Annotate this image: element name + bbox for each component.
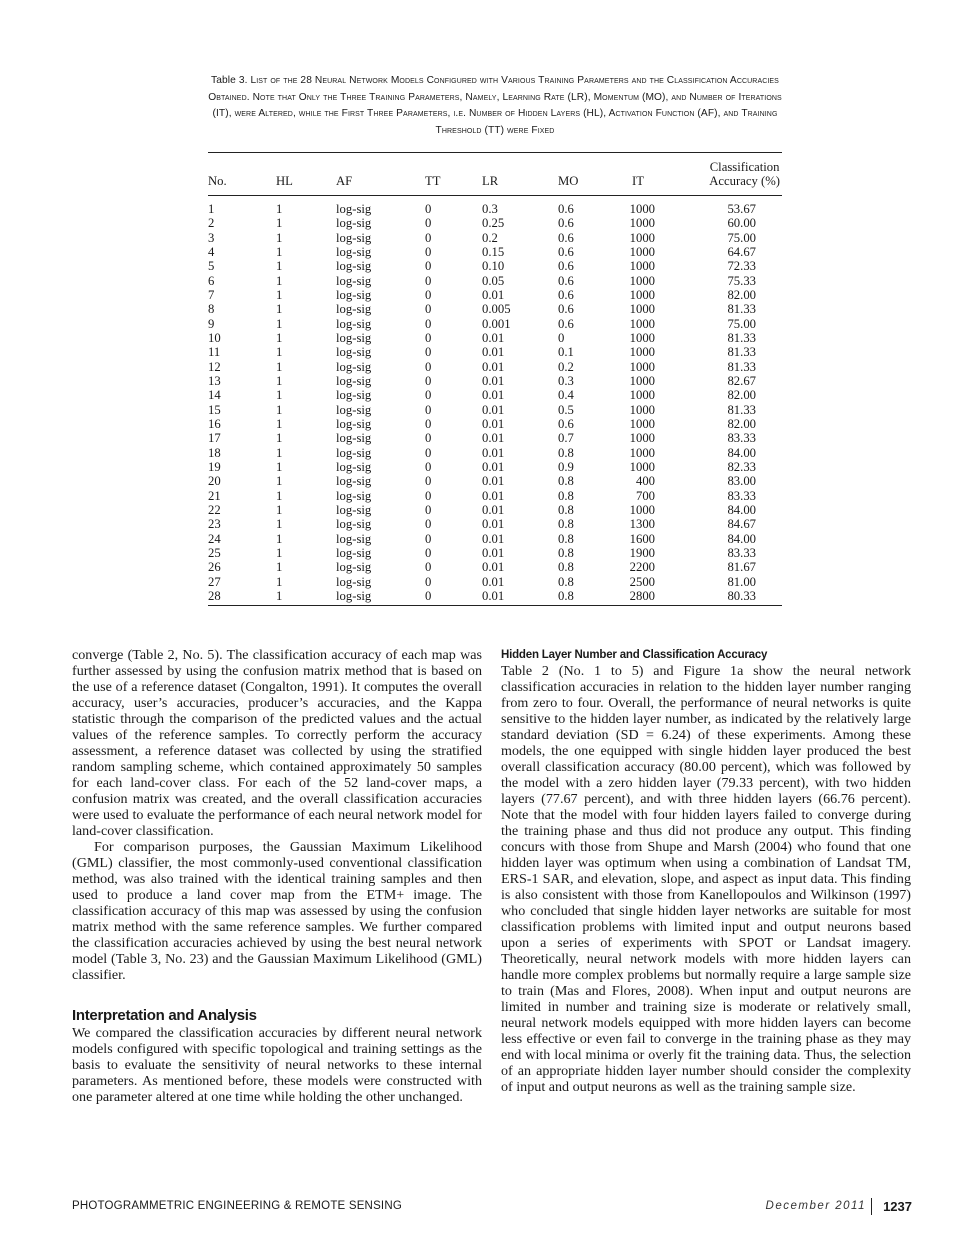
cell-hl: 1 [276,517,283,532]
cell-tt: 0 [425,287,432,302]
cell-no: 8 [208,302,215,317]
cell-hl: 1 [276,459,283,474]
cell-lr: 0.01 [482,431,505,446]
cell-tt: 0 [425,517,432,532]
cell-hl: 1 [276,216,283,231]
cell-af: log-sig [336,560,372,575]
cell-mo: 0.6 [558,230,574,245]
cell-hl: 1 [276,373,283,388]
table-row [208,532,782,546]
cell-accuracy: 75.00 [727,316,756,331]
cell-no: 19 [208,459,221,474]
cell-af: log-sig [336,502,372,517]
cell-accuracy: 80.33 [727,588,756,603]
table-row [208,575,782,589]
cell-it: 1900 [629,545,655,560]
cell-hl: 1 [276,330,283,345]
cell-it: 1000 [629,273,655,288]
cell-hl: 1 [276,402,283,417]
cell-af: log-sig [336,402,372,417]
cell-tt: 0 [425,259,432,274]
issue-date: December 2011 [765,1200,866,1212]
cell-accuracy: 82.33 [727,459,756,474]
cell-lr: 0.15 [482,244,505,259]
cell-mo: 0.6 [558,202,574,216]
cell-af: log-sig [336,345,372,360]
table-row [208,589,782,603]
table-row [208,345,782,359]
cell-hl: 1 [276,560,283,575]
cell-lr: 0.01 [482,373,505,388]
cell-accuracy: 72.33 [727,259,756,274]
cell-af: log-sig [336,259,372,274]
cell-af: log-sig [336,287,372,302]
right-paragraph-1 [501,663,911,1095]
left-paragraph-2 [72,839,482,983]
cell-af: log-sig [336,230,372,245]
p2-text-c: image. The classification accuracy of this map was assessed by using the confusion matrix method with the same reference samples. We further compared the classification accuracies achieved by using the best neural network model (Table 3, No. 23) and the Gaussian Maximum Likelihood ( [72,887,482,967]
cell-it: 1000 [629,259,655,274]
cell-hl: 1 [276,431,283,446]
cell-mo: 0.8 [558,502,574,517]
cell-mo: 0.9 [558,459,574,474]
cell-af: log-sig [336,445,372,460]
cell-no: 23 [208,517,221,532]
table-row [208,288,782,302]
cell-it: 1000 [629,416,655,431]
cell-hl: 1 [276,259,283,274]
cell-it: 1000 [629,216,655,231]
cell-mo: 0.8 [558,574,574,589]
cell-accuracy: 82.00 [727,388,756,403]
cell-accuracy: 84.00 [727,502,756,517]
table-row [208,403,782,417]
r-text-c: , [907,855,911,871]
cell-accuracy: 81.00 [727,574,756,589]
cell-hl: 1 [276,416,283,431]
table-row [208,360,782,374]
cell-no: 27 [208,574,221,589]
cell-tt: 0 [425,345,432,360]
cell-it: 1000 [629,230,655,245]
header-hl: HL [276,174,293,188]
cell-no: 11 [208,345,221,360]
cell-mo: 0.8 [558,474,574,489]
cell-lr: 0.01 [482,388,505,403]
table-row [208,331,782,345]
cell-it: 2200 [629,560,655,575]
cell-accuracy: 84.67 [727,517,756,532]
header-classification-accuracy [709,160,780,188]
table-header-row [208,153,782,191]
cell-tt: 0 [425,230,432,245]
cell-accuracy: 81.33 [727,330,756,345]
cell-accuracy: 75.33 [727,273,756,288]
cell-mo: 0.6 [558,244,574,259]
cell-lr: 0.005 [482,302,511,317]
table-body [208,196,782,603]
cell-lr: 0.01 [482,445,505,460]
cell-hl: 1 [276,574,283,589]
cell-mo: 0.8 [558,531,574,546]
cell-tt: 0 [425,560,432,575]
cell-lr: 0.01 [482,574,505,589]
cell-it: 400 [635,474,655,489]
left-paragraph-3: We compared the classification accuracies by different neural network models configured with specific topological and training settings as the basis to evaluate the sensitivity of neural networks to these internal parameters. As mentioned before, these models were constructed with one parameter altered at one time while holding the other unchanged. [72,1025,482,1105]
cell-accuracy: 60.00 [727,216,756,231]
table-row [208,474,782,488]
cell-mo: 0.6 [558,259,574,274]
cell-accuracy: 82.67 [727,373,756,388]
cell-mo: 0.3 [558,373,574,388]
table-row [208,431,782,445]
cell-af: log-sig [336,431,372,446]
cell-tt: 0 [425,388,432,403]
cell-tt: 0 [425,330,432,345]
cell-it: 1000 [629,431,655,446]
cell-it: 1000 [629,402,655,417]
cell-no: 26 [208,560,221,575]
cell-no: 25 [208,545,221,560]
cell-it: 1000 [629,244,655,259]
cell-tt: 0 [425,459,432,474]
cell-accuracy: 81.33 [727,302,756,317]
cell-mo: 0.8 [558,545,574,560]
p2-gml-1: GML [76,855,109,871]
cell-af: log-sig [336,359,372,374]
cell-lr: 0.25 [482,216,505,231]
cell-mo: 0.6 [558,287,574,302]
cell-tt: 0 [425,474,432,489]
cell-tt: 0 [425,244,432,259]
cell-accuracy: 81.67 [727,560,756,575]
table-row [208,546,782,560]
cell-tt: 0 [425,574,432,589]
cell-accuracy: 83.33 [727,488,756,503]
cell-tt: 0 [425,545,432,560]
cell-it: 1000 [629,302,655,317]
cell-hl: 1 [276,230,283,245]
footer-separator [871,1198,872,1215]
cell-no: 6 [208,273,215,288]
cell-mo: 0.8 [558,560,574,575]
cell-it: 1000 [629,373,655,388]
cell-tt: 0 [425,302,432,317]
cell-no: 15 [208,402,221,417]
cell-lr: 0.01 [482,502,505,517]
cell-accuracy: 84.00 [727,531,756,546]
cell-accuracy: 81.33 [727,345,756,360]
cell-no: 3 [208,230,215,245]
cell-af: log-sig [336,416,372,431]
table-row [208,231,782,245]
cell-no: 20 [208,474,221,489]
r-text-e: or Landsat imagery. Theoretically, neural network models with more hidden layers can handle more complex problems but normally require a large sample size to train (Mas and Flores, 2008). When input and output neurons are limited in number and training size is moderate or relatively small, neural network models equipped with more hidden layers can become less effective or even fail to converge in the training phase as they may end with local minima or overly fit the training data. Thus, the selection of an appropriate hidden layer number should consider the complexity of input and output neurons as well as the training sample size. [501,935,911,1095]
cell-it: 1000 [629,502,655,517]
cell-accuracy: 83.33 [727,545,756,560]
header-mo: MO [558,174,579,188]
cell-tt: 0 [425,216,432,231]
cell-af: log-sig [336,302,372,317]
cell-lr: 0.01 [482,531,505,546]
cell-tt: 0 [425,402,432,417]
cell-hl: 1 [276,345,283,360]
cell-accuracy: 83.00 [727,474,756,489]
cell-hl: 1 [276,316,283,331]
left-paragraph-1: converge (Table 2, No. 5). The classification accuracy of each map was further assessed by using the confusion matrix method that is based on the use of a reference dataset (Congalton, 1991). It computes the overall accuracy, user’s accuracies, producer’s accuracies, and the Kappa statistic through the comparison of the predicted values and the actual values of the reference samples. To correctly perform the accuracy assessment, a reference dataset was collected by using the stratified random sampling scheme, which contained approximately 50 samples for each land-cover class. For each of the 52 land-cover maps, a confusion matrix was created, and the overall classification accuracies were used to evaluate the performance of each neural network model for land-cover classification. [72,647,482,839]
table-row [208,446,782,460]
cell-lr: 0.01 [482,560,505,575]
p2-etm: ETM+ [366,887,405,903]
cell-it: 1000 [629,388,655,403]
section-heading: Interpretation and Analysis [72,1007,257,1024]
cell-accuracy: 64.67 [727,244,756,259]
cell-no: 22 [208,502,221,517]
cell-it: 1600 [629,531,655,546]
cell-tt: 0 [425,531,432,546]
cell-mo: 0.8 [558,488,574,503]
cell-lr: 0.01 [482,517,505,532]
cell-hl: 1 [276,545,283,560]
cell-af: log-sig [336,244,372,259]
cell-af: log-sig [336,588,372,603]
cell-lr: 0.01 [482,287,505,302]
table-row [208,388,782,402]
table-caption-text: List of the 28 Neural Network Models Configured with Various Training Parameters and the Classification Accuracies Obtained. Note that Only the Three Training Parameters, Namely, Learning Rate (LR), Momentum (MO), and Number of Iterations (IT), were Altered, while the First Three Parameters, i.e. Number of Hidden Layers (HL), Activation Function (AF), and Training Threshold (TT) were Fixed [208,75,782,136]
header-lr: LR [482,174,499,188]
table-row [208,489,782,503]
cell-accuracy: 82.00 [727,287,756,302]
r-text-a: Table 2 (No. 1 to 5) and Figure 1a show the neural network classification accuracies in relation to the hidden layer number ranging from zero to four. Overall, the performance of neural networks is quite sensitive to the hidden layer number, as indicated by the relatively large standard deviation ( [501,663,911,743]
r-text-d: , and elevation, slope, and aspect as input data. This finding is also consistent with those from Kanellopoulos and Wilkinson (1997) who concluded that single hidden layer networks are suitable for most classification problems with limited input and output neurons based upon a series of experiments with [501,871,912,951]
cell-mo: 0.7 [558,431,574,446]
cell-af: log-sig [336,545,372,560]
r-tm: TM [886,855,908,871]
cell-lr: 0.001 [482,316,511,331]
cell-no: 13 [208,373,221,388]
cell-lr: 0.01 [482,402,505,417]
cell-hl: 1 [276,588,283,603]
page-footer [72,1198,912,1218]
journal-name: PHOTOGRAMMETRIC ENGINEERING & REMOTE SENSING [72,1200,402,1212]
cell-hl: 1 [276,388,283,403]
table-row [208,560,782,574]
cell-hl: 1 [276,244,283,259]
cell-mo: 0.8 [558,445,574,460]
cell-no: 16 [208,416,221,431]
cell-accuracy: 84.00 [727,445,756,460]
table-caption [200,73,790,139]
cell-lr: 0.2 [482,230,498,245]
cell-af: log-sig [336,388,372,403]
cell-tt: 0 [425,445,432,460]
cell-mo: 0.8 [558,517,574,532]
cell-no: 28 [208,588,221,603]
cell-mo: 0.6 [558,273,574,288]
cell-it: 1000 [629,202,655,216]
cell-tt: 0 [425,316,432,331]
cell-mo: 0.2 [558,359,574,374]
cell-af: log-sig [336,330,372,345]
cell-lr: 0.01 [482,330,505,345]
cell-accuracy: 82.00 [727,416,756,431]
cell-no: 5 [208,259,215,274]
left-column [72,647,482,1105]
table-row [208,517,782,531]
table-row [208,259,782,273]
table-row [208,245,782,259]
p2-text-b: ) classifier, the most commonly-used conventional classification method, was also trained with the identical training samples and then used to produce a land cover map from the [72,855,482,903]
cell-it: 1000 [629,287,655,302]
cell-mo: 0.6 [558,216,574,231]
cell-lr: 0.01 [482,545,505,560]
cell-af: log-sig [336,216,372,231]
cell-no: 17 [208,431,221,446]
cell-hl: 1 [276,302,283,317]
cell-tt: 0 [425,202,432,216]
cell-accuracy: 81.33 [727,359,756,374]
cell-no: 4 [208,244,215,259]
cell-lr: 0.10 [482,259,505,274]
cell-tt: 0 [425,502,432,517]
right-column [501,647,911,1095]
header-tt: TT [425,174,441,188]
header-ca-line1: Classification [709,160,780,174]
cell-mo: 0 [558,330,565,345]
cell-accuracy: 53.67 [727,202,756,216]
cell-hl: 1 [276,273,283,288]
cell-af: log-sig [336,373,372,388]
cell-accuracy: 75.00 [727,230,756,245]
cell-mo: 0.6 [558,416,574,431]
table-row [208,302,782,316]
cell-tt: 0 [425,359,432,374]
table-caption-label: Table 3. [211,75,248,86]
cell-mo: 0.1 [558,345,574,360]
cell-af: log-sig [336,316,372,331]
cell-hl: 1 [276,531,283,546]
cell-af: log-sig [336,574,372,589]
cell-lr: 0.01 [482,474,505,489]
cell-no: 12 [208,359,221,374]
cell-tt: 0 [425,273,432,288]
cell-hl: 1 [276,202,283,216]
cell-no: 9 [208,316,215,331]
cell-it: 1000 [629,459,655,474]
cell-lr: 0.01 [482,488,505,503]
cell-lr: 0.01 [482,359,505,374]
r-ers: ERS-1 SAR [501,871,570,887]
cell-hl: 1 [276,359,283,374]
cell-it: 1000 [629,330,655,345]
cell-hl: 1 [276,287,283,302]
cell-it: 1000 [629,316,655,331]
cell-mo: 0.6 [558,302,574,317]
cell-hl: 1 [276,502,283,517]
cell-af: log-sig [336,459,372,474]
cell-accuracy: 83.33 [727,431,756,446]
cell-mo: 0.4 [558,388,574,403]
cell-no: 1 [208,202,215,216]
p2-text-d: ) classifier. [72,951,482,983]
header-it: IT [632,174,644,188]
cell-it: 2800 [629,588,655,603]
cell-mo: 0.5 [558,402,574,417]
cell-no: 2 [208,216,215,231]
cell-no: 18 [208,445,221,460]
header-af: AF [336,174,353,188]
cell-mo: 0.6 [558,316,574,331]
cell-lr: 0.01 [482,416,505,431]
results-table [208,152,782,606]
subsection-heading: Hidden Layer Number and Classification Accuracy [501,649,768,661]
cell-tt: 0 [425,373,432,388]
cell-tt: 0 [425,588,432,603]
cell-it: 1300 [629,517,655,532]
cell-af: log-sig [336,474,372,489]
cell-lr: 0.01 [482,588,505,603]
cell-no: 24 [208,531,221,546]
table-row [208,274,782,288]
cell-it: 2500 [629,574,655,589]
cell-no: 7 [208,287,215,302]
cell-no: 10 [208,330,221,345]
cell-af: log-sig [336,202,372,216]
cell-af: log-sig [336,531,372,546]
header-no: No. [208,174,227,188]
cell-no: 14 [208,388,221,403]
table-row [208,317,782,331]
cell-it: 1000 [629,445,655,460]
r-sd: SD [620,727,639,743]
cell-it: 1000 [629,345,655,360]
cell-af: log-sig [336,517,372,532]
p2-gml-2: GML [445,951,478,967]
r-text-b: = 6.24) of these experiments. Among these models, the one equipped with single hidden layer produced the best overall classification accuracy (80.00 percent), which was followed by the model with a zero hidden layer (79.33 percent), with two hidden layers (77.67 percent), and with three hidden layers (66.76 percent). Note that the model with four hidden layers failed to converge during the training phase and thus did not produce any output. This finding concurs with those from Shupe and Marsh (2004) who found that one hidden layer was optimum when using a combination of Landsat [501,727,911,871]
page-number: 1237 [883,1199,912,1214]
cell-it: 1000 [629,359,655,374]
table-row [208,216,782,230]
cell-af: log-sig [336,273,372,288]
cell-lr: 0.01 [482,459,505,474]
table-bottom-rule [208,605,782,606]
header-ca-line2: Accuracy (%) [709,174,780,188]
cell-tt: 0 [425,431,432,446]
cell-tt: 0 [425,416,432,431]
table-row [208,460,782,474]
cell-it: 700 [635,488,655,503]
cell-af: log-sig [336,488,372,503]
cell-hl: 1 [276,488,283,503]
cell-lr: 0.3 [482,202,498,216]
cell-no: 21 [208,488,221,503]
cell-lr: 0.05 [482,273,505,288]
cell-accuracy: 81.33 [727,402,756,417]
table-row [208,202,782,216]
table-row [208,503,782,517]
table-row [208,417,782,431]
cell-hl: 1 [276,445,283,460]
p2-text-a: For comparison purposes, the Gaussian Maximum Likelihood ( [72,839,482,871]
cell-hl: 1 [276,474,283,489]
cell-mo: 0.8 [558,588,574,603]
table-row [208,374,782,388]
cell-lr: 0.01 [482,345,505,360]
cell-tt: 0 [425,488,432,503]
r-spot: SPOT [738,935,774,951]
